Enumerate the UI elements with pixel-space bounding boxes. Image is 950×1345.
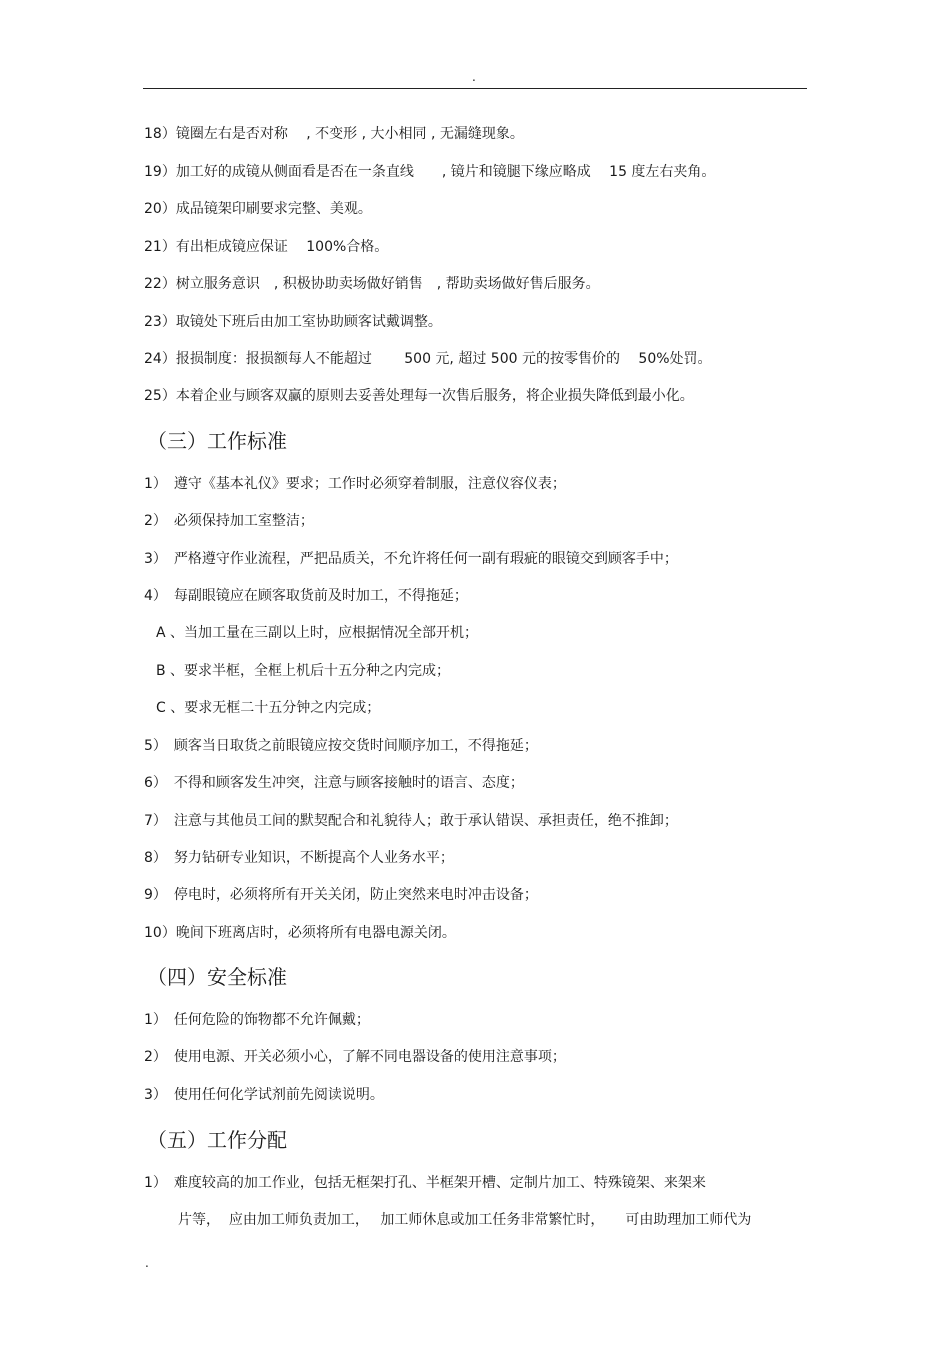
list-item: 8） 努力钻研专业知识，不断提高个人业务水平； [144,850,454,866]
section-heading-work-standard: （三）工作标准 [147,429,287,453]
sub-list-item: B 、要求半框，全框上机后十五分种之内完成； [156,663,451,679]
list-item: 4） 每副眼镜应在顾客取货前及时加工，不得拖延； [144,588,468,604]
list-item: 3） 严格遵守作业流程，严把品质关，不允许将任何一副有瑕疵的眼镜交到顾客手中； [144,551,678,567]
list-item: 18）镜圈左右是否对称 , 不变形 , 大小相同 , 无漏缝现象。 [144,126,524,142]
list-item: 2） 必须保持加工室整洁； [144,513,314,529]
footer-mark: . [145,1256,149,1270]
list-item: 22）树立服务意识 , 积极协助卖场做好销售 , 帮助卖场做好售后服务。 [144,276,600,292]
header-rule [143,88,807,89]
list-item: 24）报损制度：报损额每人不能超过 500 元, 超过 500 元的按零售价的 50%处罚。 [144,351,712,367]
header-mark: . [472,70,476,84]
list-item: 19）加工好的成镜从侧面看是否在一条直线 , 镜片和镜腿下缘应略成 15 度左右夹角。 [144,164,716,180]
list-item: 7） 注意与其他员工间的默契配合和礼貌待人；敢于承认错误、承担责任，绝不推卸； [144,813,678,829]
list-item: 1） 遵守《基本礼仪》要求；工作时必须穿着制服，注意仪容仪表； [144,476,566,492]
list-item: 21）有出柜成镜应保证 100%合格。 [144,239,389,255]
list-item: 6） 不得和顾客发生冲突，注意与顾客接触时的语言、态度； [144,775,524,791]
list-item: 3） 使用任何化学试剂前先阅读说明。 [144,1087,384,1103]
list-item: 1） 任何危险的饰物都不允许佩戴； [144,1012,370,1028]
section-heading-safety-standard: （四）安全标准 [147,965,287,989]
list-item: 5） 顾客当日取货之前眼镜应按交货时间顺序加工，不得拖延； [144,738,538,754]
sub-list-item: C 、要求无框二十五分钟之内完成； [156,700,381,716]
list-item: 20）成品镜架印刷要求完整、美观。 [144,201,372,217]
list-item: 9） 停电时，必须将所有开关关闭，防止突然来电时冲击设备； [144,887,538,903]
sub-list-item: A 、当加工量在三副以上时，应根据情况全部开机； [156,625,479,641]
list-item: 1） 难度较高的加工作业，包括无框架打孔、半框架开槽、定制片加工、特殊镜架、来架来 [144,1175,706,1191]
section-heading-work-allocation: （五）工作分配 [147,1128,287,1152]
list-item: 25）本着企业与顾客双赢的原则去妥善处理每一次售后服务，将企业损失降低到最小化。 [144,388,694,404]
list-item: 2） 使用电源、开关必须小心，了解不同电器设备的使用注意事项； [144,1049,566,1065]
list-item: 23）取镜处下班后由加工室协助顾客试戴调整。 [144,314,442,330]
list-item-continuation: 片等， 应由加工师负责加工， 加工师休息或加工任务非常繁忙时， 可由助理加工师代为 [178,1212,752,1228]
list-item: 10）晚间下班离店时，必须将所有电器电源关闭。 [144,925,456,941]
